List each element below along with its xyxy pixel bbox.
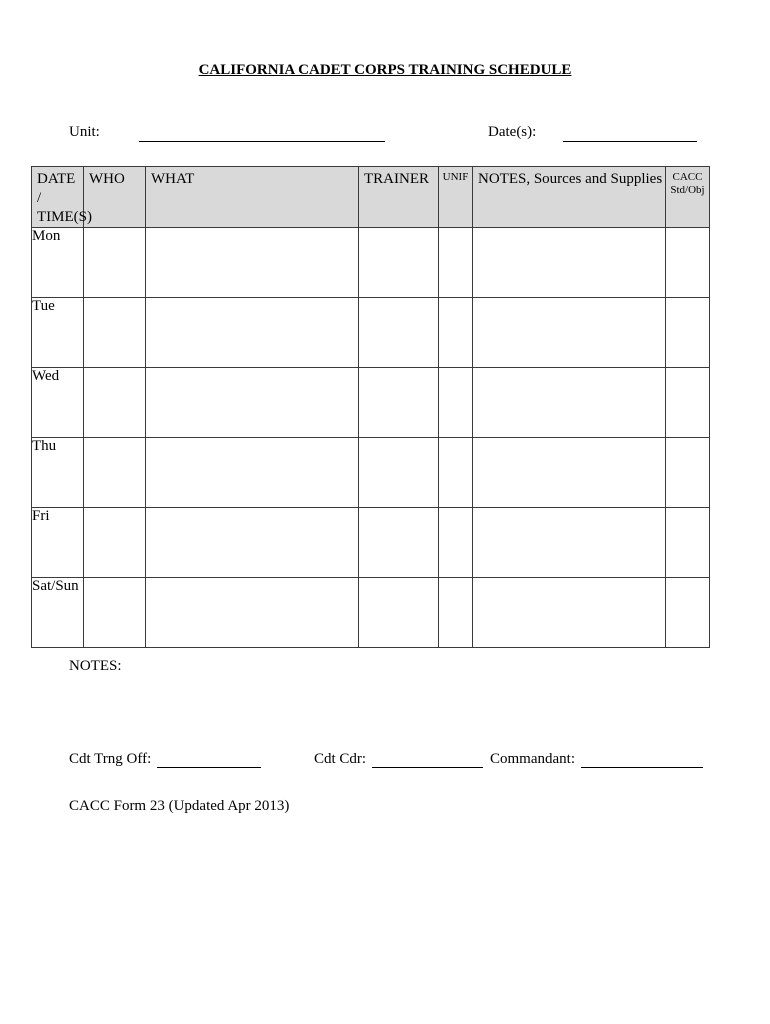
trainer-cell[interactable] bbox=[359, 578, 439, 648]
col-header-trainer: TRAINER bbox=[359, 167, 439, 228]
unif-cell[interactable] bbox=[439, 578, 473, 648]
cdt-trng-off-signature bbox=[69, 751, 261, 768]
unif-cell[interactable] bbox=[439, 368, 473, 438]
cacc-cell[interactable] bbox=[666, 228, 710, 298]
who-cell[interactable] bbox=[84, 228, 146, 298]
what-cell[interactable] bbox=[146, 298, 359, 368]
training-schedule-table bbox=[31, 166, 710, 648]
what-cell[interactable] bbox=[146, 368, 359, 438]
what-cell[interactable] bbox=[146, 228, 359, 298]
table-row bbox=[32, 298, 710, 368]
col-header-who: WHO bbox=[84, 167, 146, 228]
unit-label: Unit: bbox=[69, 124, 100, 140]
who-cell[interactable] bbox=[84, 368, 146, 438]
table-row bbox=[32, 508, 710, 578]
cdt-cdr-label: Cdt Cdr: bbox=[314, 751, 367, 767]
unif-cell[interactable] bbox=[439, 508, 473, 578]
cacc-cell[interactable] bbox=[666, 508, 710, 578]
what-cell[interactable] bbox=[146, 438, 359, 508]
notes-cell[interactable] bbox=[473, 228, 666, 298]
commandant-signature bbox=[490, 751, 703, 768]
col-header-cacc-line1: CACC bbox=[672, 171, 703, 183]
col-header-notes: NOTES, Sources and Supplies bbox=[473, 167, 666, 228]
col-header-date-time: DATE / TIME(S) bbox=[32, 167, 84, 228]
who-cell[interactable] bbox=[84, 578, 146, 648]
unit-field[interactable] bbox=[139, 141, 385, 142]
who-cell[interactable] bbox=[84, 438, 146, 508]
what-cell[interactable] bbox=[146, 578, 359, 648]
col-header-cacc bbox=[666, 167, 710, 228]
cacc-cell[interactable] bbox=[666, 368, 710, 438]
who-cell[interactable] bbox=[84, 298, 146, 368]
col-header-cacc-line2: Std/Obj bbox=[670, 184, 705, 196]
notes-cell[interactable] bbox=[473, 368, 666, 438]
table-row bbox=[32, 228, 710, 298]
trainer-cell[interactable] bbox=[359, 438, 439, 508]
cacc-cell[interactable] bbox=[666, 438, 710, 508]
day-cell: Sat/Sun bbox=[32, 578, 84, 648]
cdt-cdr-field[interactable] bbox=[372, 753, 483, 768]
page-title: CALIFORNIA CADET CORPS TRAINING SCHEDULE bbox=[198, 62, 572, 78]
table-header-row bbox=[32, 167, 710, 228]
dates-label: Date(s): bbox=[488, 124, 537, 140]
notes-cell[interactable] bbox=[473, 298, 666, 368]
commandant-label: Commandant: bbox=[490, 751, 575, 767]
notes-cell[interactable] bbox=[473, 438, 666, 508]
form-identifier: CACC Form 23 (Updated Apr 2013) bbox=[69, 798, 290, 814]
who-cell[interactable] bbox=[84, 508, 146, 578]
notes-label: NOTES: bbox=[69, 658, 122, 674]
cacc-cell[interactable] bbox=[666, 578, 710, 648]
cdt-cdr-signature bbox=[314, 751, 483, 768]
col-header-what: WHAT bbox=[146, 167, 359, 228]
table-row bbox=[32, 438, 710, 508]
day-cell: Mon bbox=[32, 228, 84, 298]
cdt-trng-off-label: Cdt Trng Off: bbox=[69, 751, 152, 767]
unif-cell[interactable] bbox=[439, 438, 473, 508]
dates-field[interactable] bbox=[563, 141, 697, 142]
trainer-cell[interactable] bbox=[359, 508, 439, 578]
what-cell[interactable] bbox=[146, 508, 359, 578]
cacc-cell[interactable] bbox=[666, 298, 710, 368]
unif-cell[interactable] bbox=[439, 228, 473, 298]
commandant-field[interactable] bbox=[581, 753, 703, 768]
day-cell: Fri bbox=[32, 508, 84, 578]
col-header-unif: UNIF bbox=[439, 167, 473, 228]
unif-cell[interactable] bbox=[439, 298, 473, 368]
trainer-cell[interactable] bbox=[359, 228, 439, 298]
day-cell: Tue bbox=[32, 298, 84, 368]
table-row bbox=[32, 578, 710, 648]
day-cell: Wed bbox=[32, 368, 84, 438]
table-row bbox=[32, 368, 710, 438]
cdt-trng-off-field[interactable] bbox=[157, 753, 261, 768]
day-cell: Thu bbox=[32, 438, 84, 508]
trainer-cell[interactable] bbox=[359, 368, 439, 438]
notes-cell[interactable] bbox=[473, 508, 666, 578]
notes-cell[interactable] bbox=[473, 578, 666, 648]
trainer-cell[interactable] bbox=[359, 298, 439, 368]
